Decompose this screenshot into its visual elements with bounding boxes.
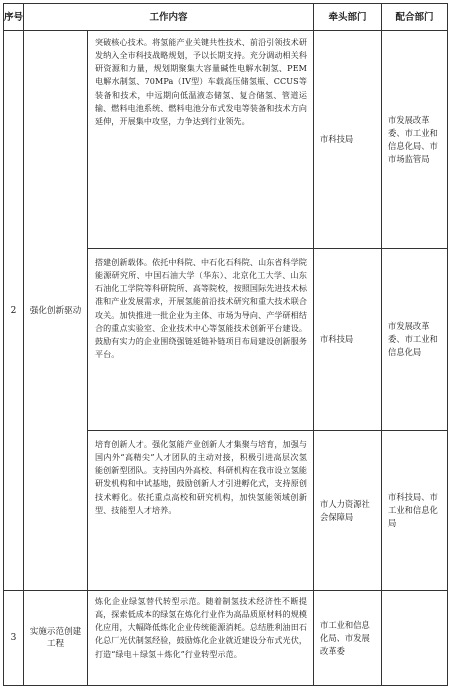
header-coop-dept: 配合部门: [382, 4, 448, 31]
lead-department: 市科技局: [314, 249, 382, 431]
lead-department: 市人力资源社会保障局: [314, 431, 382, 591]
row-category: 实施示范创建工程: [24, 591, 88, 686]
cooperating-departments: 市发展改革委、市工业和信息化局: [382, 249, 448, 431]
work-content: 搭建创新载体。依托中科院、中石化石科院、山东省科学院能源研究所、中国石油大学（华东）、北京化工大学、山东石油化工学院等科研院所、高等院校，按照国际先进技术标准和产业发展需求，开展氢能前沿技术研究和重大技术联合攻关。加快推进一批企业为主体、市场为导向、产学研相结合的重点实验室、企业技术中心等氢能技术创新平台建设。鼓励有实力的企业围绕强链延链补链项目布局建设创新服务平台。: [88, 249, 314, 431]
work-content: 突破核心技术。将氢能产业关键共性技术、前沿引领技术研发纳入全市科技战略规划，予以长期支持。充分调动相关科研资源和力量，规划期聚集大容量碱性电解水制氢、PEM电解水制氢、70MPa（IV型）车载高压储氢瓶、CCUS等装备和技术，中远期向低温液态储氢、复合储氢、管道运输、燃料电池系统、燃料电池分布式发电等装备和技术方向延伸，开展集中攻坚，力争达到行业领先。: [88, 31, 314, 249]
work-content: 炼化企业绿氢替代转型示范。随着制氢技术经济性不断提高，探索低成本的绿氢在炼化行业作为高品质原材料的规模化应用，大幅降低炼化企业传统能源消耗。总结胜利油田石化总厂光伏制氢经验，鼓励炼化企业就近建设分布式光伏，打造“绿电＋绿氢＋炼化”行业转型示范。: [88, 591, 314, 686]
cooperating-departments: 市发展改革委、市工业和信息化局、市市场监管局: [382, 31, 448, 249]
cooperating-departments: [382, 591, 448, 686]
header-index: 序号: [4, 4, 24, 31]
table-row: [4, 31, 448, 249]
lead-department: 市工业和信息化局、市发展改革委: [314, 591, 382, 686]
work-content: 培育创新人才。强化氢能产业创新人才集聚与培育，加强与国内外“高精尖”人才团队的主动对接，积极引进高层次氢能创新型团队。支持国内外高校、科研机构在我市设立氢能研发机构和中试基地，鼓励创新人才引进孵化式，支持原创技术孵化。依托重点高校和研究机构，加快氢能领域创新型、技能型人才培养。: [88, 431, 314, 591]
table-row: [4, 591, 448, 686]
cooperating-departments: 市科技局、市工业和信息化局: [382, 431, 448, 591]
work-plan-table: [3, 3, 448, 686]
row-category: 强化创新驱动: [24, 31, 88, 591]
header-lead-dept: 牵头部门: [314, 4, 382, 31]
lead-department: 市科技局: [314, 31, 382, 249]
row-index: 2: [4, 31, 24, 591]
header-content: 工作内容: [24, 4, 314, 31]
table-header-row: [4, 4, 448, 31]
row-index: 3: [4, 591, 24, 686]
